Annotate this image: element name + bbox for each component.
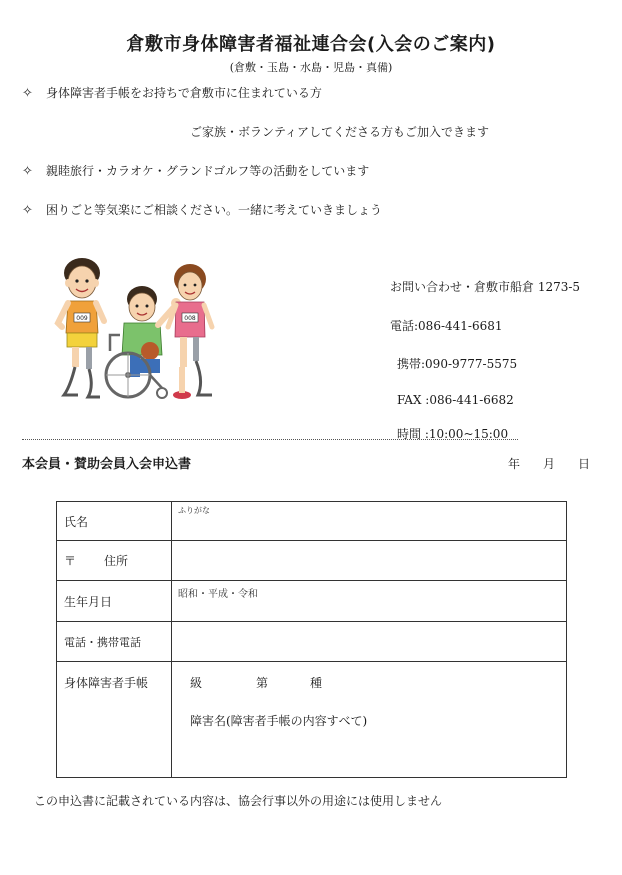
page-subtitle: (倉敷・玉島・水島・児島・真備) <box>229 61 393 74</box>
handbook-grade-row <box>190 674 322 691</box>
birthdate-label: 生年月日 <box>57 581 172 622</box>
era-options: 昭和・平成・令和 <box>178 589 258 600</box>
contact-mobile: 携帯:090-9777-5575 <box>397 357 518 371</box>
type-label: 種 <box>310 676 323 690</box>
runner-boy-figure <box>58 258 104 397</box>
bullet-text: 身体障害者手帳をお持ちで倉敷市に住まれている方 <box>46 86 322 100</box>
form-row-phone <box>57 622 567 662</box>
handbook-label: 身体障害者手帳 <box>57 662 172 778</box>
form-row-birthdate <box>57 581 567 622</box>
contact-phone: 電話:086-441-6681 <box>390 319 503 333</box>
bullet-item-consultation <box>22 201 382 218</box>
number-label: 第 <box>256 676 269 690</box>
phone-field[interactable] <box>172 622 567 662</box>
birthdate-field[interactable] <box>172 581 567 622</box>
name-field[interactable] <box>172 502 567 541</box>
bullet-text: 親睦旅行・カラオケ・グランドゴルフ等の活動をしています <box>46 164 370 178</box>
diamond-star-icon: ✧ <box>22 86 33 101</box>
bullet-item-eligibility <box>22 84 322 101</box>
handbook-field[interactable] <box>172 662 567 778</box>
phone-label: 電話・携帯電話 <box>57 622 172 662</box>
badge-number: 009 <box>76 315 88 322</box>
contact-hours: 時間 :10:00~15:00 <box>397 427 509 441</box>
form-row-name <box>57 502 567 541</box>
postal-mark: 〒 <box>64 554 77 568</box>
privacy-note: この申込書に記載されている内容は、協会行事以外の用途には使用しません <box>34 794 443 808</box>
runner-girl-figure <box>168 264 212 399</box>
bullet-item-activities <box>22 162 369 179</box>
date-day-label: 日 <box>578 457 591 471</box>
grade-label: 級 <box>190 676 203 690</box>
contact-address: お問い合わせ・倉敷市船倉 1273-5 <box>390 280 581 294</box>
cut-line-divider <box>22 439 518 440</box>
form-row-address <box>57 541 567 581</box>
contact-fax: FAX :086-441-6682 <box>397 393 514 407</box>
address-field[interactable] <box>172 541 567 581</box>
page-title: 倉敷市身体障害者福祉連合会(入会のご案内) <box>126 34 496 55</box>
form-title: 本会員・賛助会員入会申込書 <box>22 457 192 472</box>
disability-name-label: 障害名(障害者手帳の内容すべて) <box>190 714 368 728</box>
form-row-handbook <box>57 662 567 778</box>
furigana-note: ふりがな <box>178 506 210 515</box>
date-year-label: 年 <box>508 457 521 471</box>
address-label-text: 住所 <box>104 554 129 568</box>
name-label: 氏名 <box>57 502 172 541</box>
bullet-continuation: ご家族・ボランティアしてくださる方もご加入できます <box>190 125 490 139</box>
diamond-star-icon: ✧ <box>22 203 33 218</box>
application-form-table <box>56 501 567 778</box>
badge-number: 008 <box>184 315 196 322</box>
diamond-star-icon: ✧ <box>22 164 33 179</box>
wheelchair-user-figure <box>106 286 181 398</box>
bullet-text: 困りごと等気楽にご相談ください。一緒に考えていきましょう <box>46 203 383 217</box>
address-label <box>57 541 172 581</box>
date-month-label: 月 <box>543 457 556 471</box>
people-illustration <box>50 255 230 405</box>
